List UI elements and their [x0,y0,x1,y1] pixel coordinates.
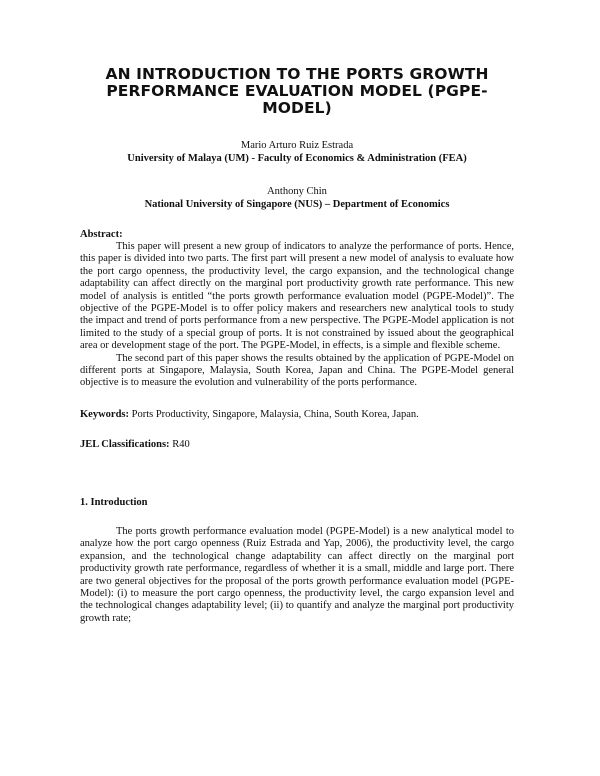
keywords-text: Ports Productivity, Singapore, Malaysia, China, South Korea, Japan. [129,408,419,420]
section-heading-introduction: 1. Introduction [80,496,148,508]
author-affiliation-2: National University of Singapore (NUS) – Department of Economics [144,199,450,210]
introduction-paragraph-1: The ports growth performance evaluation model (PGPE-Model) is a new analytical model to analyze how the port cargo openness (Ruiz Estrada and Yap, 2006), the productivity level, the cargo expansion, and the technological change adaptability can affect directly on the marginal port productivity growth rate performance, regardless of whether it is a small, middle and large port. There are two general objectives for the proposal of the ports growth performance evaluation model (PGPE-Model): (i) to measure the port cargo openness, the productivity level, the cargo expansion level and the technological changes adaptability level; (ii) to quantify and analyze the marginal port productivity growth rate; [80,525,514,624]
keywords-label: Keywords: [80,408,129,420]
jel-line [80,438,514,451]
jel-text: R40 [169,438,190,450]
paper-title-line-1: AN INTRODUCTION TO THE PORTS GROWTH [105,65,489,83]
paper-title [80,66,514,117]
author-name-1: Mario Arturo Ruiz Estrada [240,140,354,151]
jel-label: JEL Classifications: [80,438,170,450]
abstract-paragraph-1: This paper will present a new group of indicators to analyze the performance of ports. Hence, this paper is divided into two parts. The first part will present a new model of analysis to evaluate how the port cargo openness, the productivity level, the cargo expansion, and the technological change adaptability can affect directly on the marginal port productivity growth rate performance. This new model of analysis is entitled “the ports growth performance evaluation model (PGPE-Model)”. The objective of the PGPE-Model is to offer policy makers and researchers new analytical tools to study the impact and trend of ports performance from a new perspective. The PGPE-Model application is not limited to the study of a special group of ports. It is not constrained by issued about the geographical area or development stage of the port. The PGPE-Model, in effects, is a simple and flexible scheme. [80,241,514,352]
author-name-2: Anthony Chin [267,186,327,197]
abstract-heading: Abstract: [80,229,123,240]
keywords-line [80,408,514,421]
abstract-paragraph-2: The second part of this paper shows the results obtained by the application of PGPE-Model on different ports at Singapore, Malaysia, South Korea, Japan and China. The PGPE-Model general objective is to measure the evolution and vulnerability of the ports performance. [80,352,514,389]
author-affiliation-1: University of Malaya (UM) - Faculty of Economics & Administration (FEA) [127,153,467,164]
paper-title-line-2: PERFORMANCE EVALUATION MODEL (PGPE-MODEL) [106,82,488,117]
